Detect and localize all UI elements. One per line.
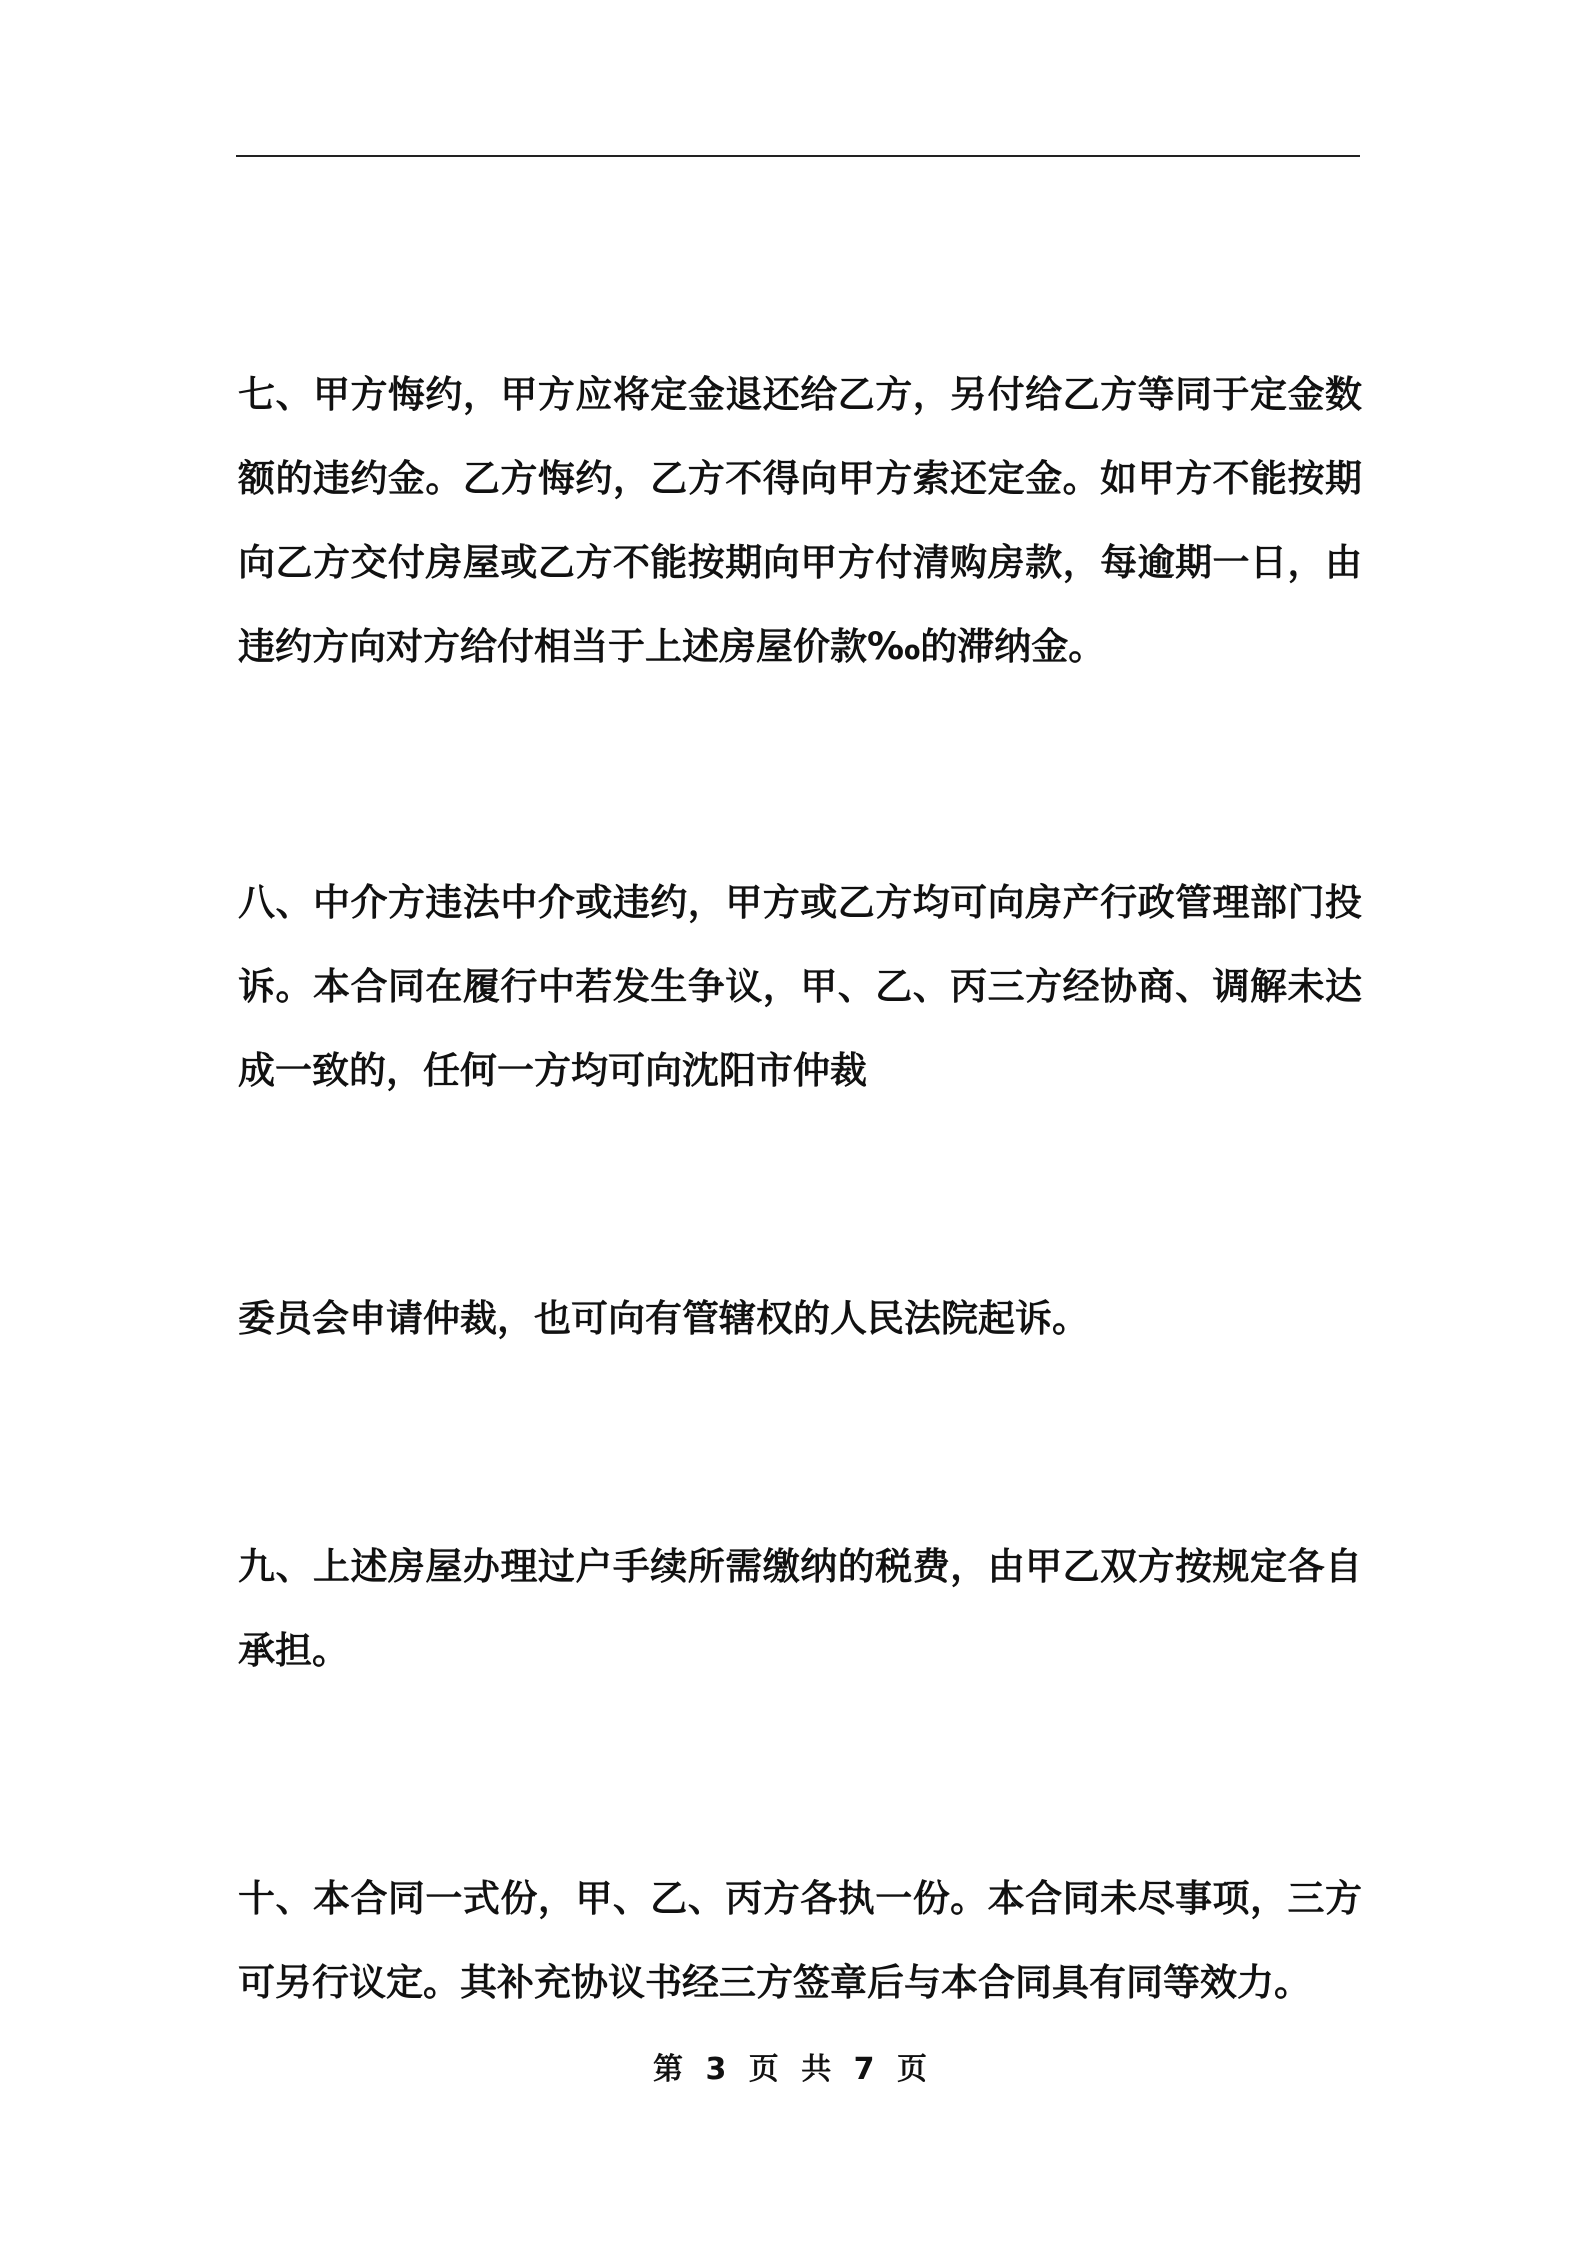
header-rule [236,155,1360,157]
clause-10-paragraph: 十、本合同一式份，甲、乙、丙方各执一份。本合同未尽事项，三方可另行议定。其补充协议书经三方签章后与本合同具有同等效力。 [238,1877,1362,2004]
clause-8-paragraph: 八、中介方违法中介或违约，甲方或乙方均可向房产行政管理部门投诉。本合同在履行中若发生争议，甲、乙、丙三方经协商、调解未达成一致的，任何一方均可向沈阳市仲裁 [238,881,1362,1092]
clause-7-paragraph: 七、甲方悔约，甲方应将定金退还给乙方，另付给乙方等同于定金数额的违约金。乙方悔约，乙方不得向甲方索还定金。如甲方不能按期向乙方交付房屋或乙方不能按期向甲方付清购房款，每逾期一日，由违约方向对方给付相当于上述房屋价款‰的滞纳金。 [238,373,1362,668]
clause-9-paragraph: 九、上述房屋办理过户手续所需缴纳的税费，由甲乙双方按规定各自承担。 [238,1545,1362,1672]
page-number-footer: 第 3 页 共 7 页 [653,2052,933,2087]
clause-8-continuation-paragraph: 委员会申请仲裁，也可向有管辖权的人民法院起诉。 [238,1297,1089,1340]
